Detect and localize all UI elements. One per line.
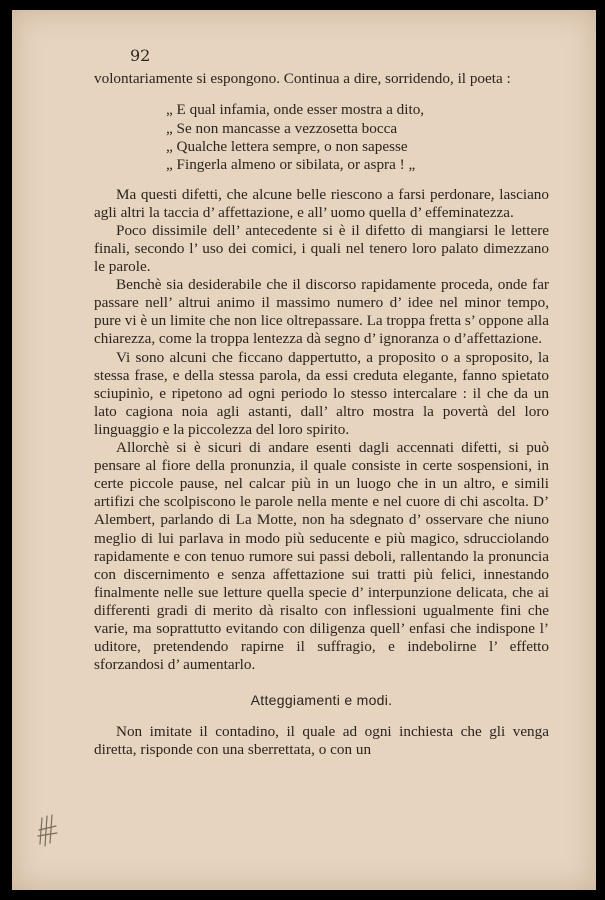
verse-line: „ Se non mancasse a vezzosetta bocca [166,119,398,137]
page-number: 92 [130,46,151,65]
closing-paragraph: Non imitate il contadino, il quale ad ogni inchiesta che gli venga diretta, risponde con una sberrettata, o con un [94,723,549,759]
book-page [12,10,596,890]
paragraph-rapidita: Benchè sia desiderabile che il discorso rapidamente proceda, onde far passare nell’ altrui animo il massimo numero d’ idee nel minor tempo, pure vi è un limite che non lice oltrepassare. La troppa fretta s’ oppone alla chiarezza, come la troppa lentezza dà segno d’ ignoranza o d’affettazione. [94,276,549,348]
paragraph-pronunzia: Allorchè si è sicuri di andare esenti dagli accennati difetti, si può pensare al fiore della pronunzia, il quale consiste in certe sospensioni, in certe piccole pause, nel calcar più in un luogo che in un altro, e simili artifizi che scolpiscono le parole nella mente e nel cuore di chi ascolta. D’ Alembert, parlando di La Motte, non ha sdegnato d’ osservare che niuno meglio di lui parlava in modo più seducente e più magico, sdrucciolando rapidamente e con tenuo rumore sui passi deboli, rallentando la pronuncia con discernimento e senza affettazione sui tratti più felici, innestando finalmente nelle sue letture quella specie d’ interpunzione delicata, che ai differenti gradi di merito dà risalto con inflessioni ugualmente fini che varie, ma soprattutto evitando con diligenza quell’ enfasi che indispone l’ uditore, pretendendo rapirne il suffragio, e indebolirne l’ effetto sforzandosi d’ aumentarlo. [94,439,549,674]
opening-paragraph: volontariamente si espongono. Continua a dire, sorridendo, il poeta : [94,70,511,87]
verse-line: „ E qual infamia, onde esser mostra a dito, [166,101,425,119]
paragraph-intercalare: Vi sono alcuni che ficcano dappertutto, a proposito o a sproposito, la stessa frase, e della stessa parola, da essi creduta elegante, fanno spietato sciupinìo, e ripetono ad ogni periodo lo stesso intercalare : il che da un lato cagiona noia agli astanti, dall’ altro mostra la povertà del loro linguaggio e la piccolezza del loro spirito. [94,348,549,438]
verse-quotation [166,101,549,175]
verse-line: „ Qualche lettera sempre, o non sapesse [166,137,408,155]
body-text [94,70,549,760]
paragraph-affettazione: Ma questi difetti, che alcune belle riescono a farsi perdonare, lasciano agli altri la taccia d’ affettazione, e all’ uomo quella d’ effeminatezza. [94,185,549,221]
paragraph-lettere-finali: Poco dissimile dell’ antecedente si è il difetto di mangiarsi le lettere finali, secondo l’ uso dei comici, i quali nel tenero loro palato dimezzano le parole. [94,221,549,276]
section-heading: Atteggiamenti e modi. [250,692,393,709]
verse-line: „ Fingerla almeno or sibilata, or aspra ! „ [166,156,416,174]
pencil-margin-mark-icon [36,810,62,850]
